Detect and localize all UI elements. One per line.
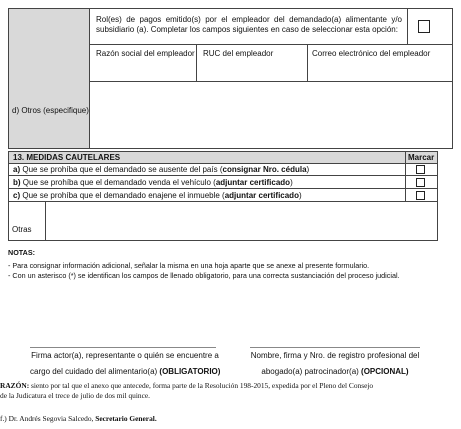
notas-line-2: - Con un asterisco (*) se identifican los campos de llenado obligatorio, para una correcta sustanciación del proceso judicial.: [8, 271, 400, 280]
razon-firma: f.) Dr. Andrés Segovia Salcedo, Secretario General.: [0, 414, 157, 423]
razon-social-label: Razón social del empleador: [96, 49, 195, 58]
firma-line-left: [30, 347, 216, 348]
firma-left-line-2: cargo del cuidado del alimentario(a) (OBLIGATORIO): [30, 367, 221, 376]
firma-line-right: [250, 347, 420, 348]
left-gray-column: [8, 8, 90, 149]
otras-label: Otras: [12, 225, 32, 234]
medida-check-b-cell: [405, 175, 438, 189]
notas-title: NOTAS:: [8, 248, 36, 257]
medida-row-b-text: b) Que se prohíba que el demandado venda el vehículo (adjuntar certificado): [13, 178, 293, 187]
correo-cell[interactable]: [307, 44, 453, 82]
razon-social-cell[interactable]: [89, 44, 197, 82]
pagos-text: Rol(es) de pagos emitido(s) por el empleador del demandado(a) alimentante y/o subsidiario (a). Completar los campos siguientes en caso de seleccionar esta opción:: [96, 15, 402, 34]
medida-row-c-text: c) Que se prohíba que el demandado enajene el inmueble (adjuntar certificado): [13, 191, 302, 200]
medida-checkbox-c[interactable]: [416, 191, 425, 200]
firma-right-line-1: Nombre, firma y Nro. de registro profesional del: [250, 351, 420, 360]
pagos-checkbox[interactable]: [418, 20, 430, 33]
medida-row-c: [8, 188, 406, 202]
medida-check-c-cell: [405, 188, 438, 202]
medida-row-a-text: a) Que se prohíba que el demandado se ausente del país (consignar Nro. cédula): [13, 165, 310, 174]
medida-row-b: [8, 175, 406, 189]
otros-label: d) Otros (especifique): [12, 106, 89, 115]
correo-label: Correo electrónico del empleador: [312, 49, 431, 58]
ruc-cell[interactable]: [196, 44, 308, 82]
razon-line-2: de la Judicatura el trece de julio de dos mil quince.: [0, 391, 151, 400]
pagos-cell: [89, 8, 408, 45]
firma-right-line-2: abogado(a) patrocinador(a) (OPCIONAL): [261, 367, 409, 376]
otras-field[interactable]: [45, 201, 438, 241]
marcar-label: Marcar: [408, 153, 435, 162]
medida-checkbox-b[interactable]: [416, 178, 425, 187]
medida-checkbox-a[interactable]: [416, 165, 425, 174]
pagos-check-cell: [407, 8, 453, 45]
medidas-title: 13. MEDIDAS CAUTELARES: [13, 153, 121, 162]
notas-line-1: - Para consignar información adicional, señalar la misma en una hoja aparte que se anexe al presente formulario.: [8, 261, 370, 270]
ruc-label: RUC del empleador: [203, 49, 274, 58]
otros-field[interactable]: [89, 81, 453, 149]
firma-left-line-1: Firma actor(a), representante o quién se encuentre a: [31, 351, 219, 360]
razon-line-1: RAZÓN: siento por tal que el anexo que antecede, forma parte de la Resolución 198-2015, expedida por el Pleno del Consejo: [0, 381, 374, 390]
otras-label-cell: [8, 201, 46, 241]
